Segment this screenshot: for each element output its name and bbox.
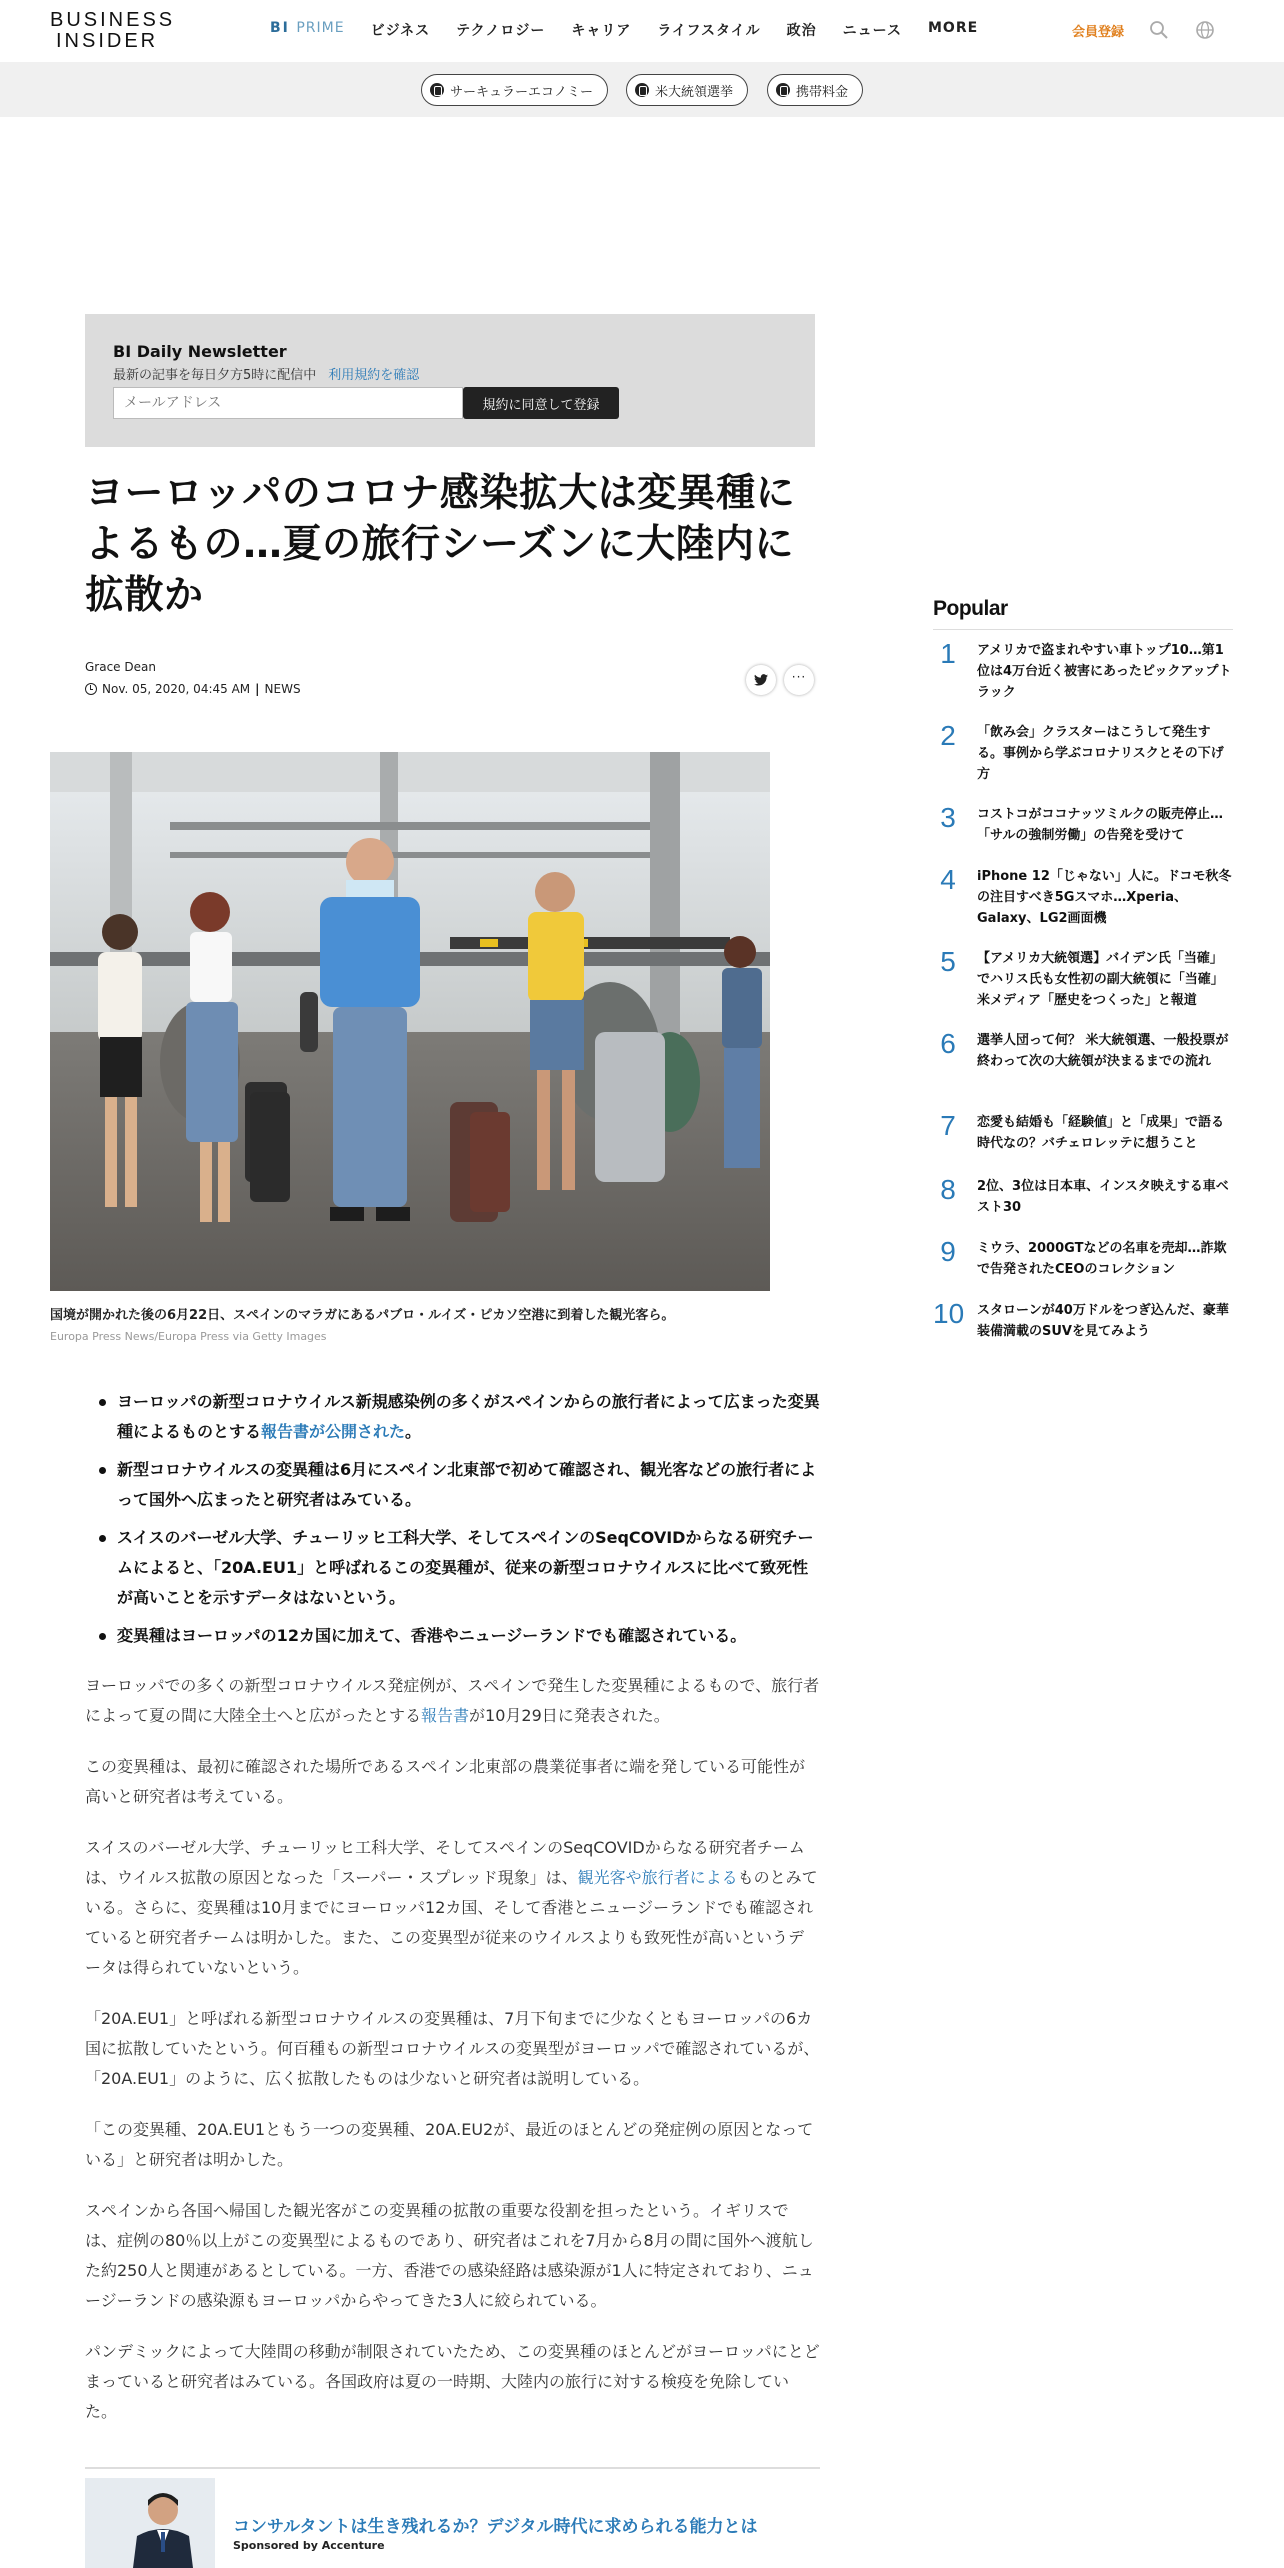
topic-pill-us-election[interactable] — [626, 74, 748, 106]
key-point-text-end: 。 — [405, 1422, 422, 1441]
image-caption: 国境が開かれた後の6月22日、スペインのマラガにあるパブロ・ルイズ・ピカソ空港に到着した観光客ら。 — [50, 1308, 675, 1323]
popular-item[interactable] — [933, 794, 1233, 856]
nav-item-news[interactable]: ニュース — [842, 23, 902, 39]
article-dateline — [85, 682, 301, 696]
popular-headline: 恋愛も結婚も「経験値」と「成果」で語る時代なの？バチェロレッテに想うこと — [977, 1115, 1225, 1151]
sponsored-image[interactable] — [85, 2478, 215, 2568]
key-point-text: ヨーロッパの新型コロナウイルス新規感染例の多くがスペインからの旅行者によって広まった変異種によるものとする — [117, 1392, 820, 1441]
paragraph: スペインから各国へ帰国した観光客がこの変異種の拡散の重要な役割を担ったという。イギリスでは、症例の80％以上がこの変異型によるものであり、研究者はこれを7月から8月の間に国外へ渡航した約250人と関連があるとしている。一方、香港での感染経路は感染源が1人に特定されており、ニュージーランドの感染源もヨーロッパからやってきた3人に絞られている。 — [85, 2201, 814, 2310]
businessman-illustration — [85, 2478, 215, 2568]
paragraph: 「この変異種、20A.EU1ともう一つの変異種、20A.EU2が、最近のほとんどの発症例の原因となっている」と研究者は明かした。 — [85, 2120, 814, 2169]
popular-item[interactable] — [933, 856, 1233, 938]
popular-item[interactable] — [933, 938, 1233, 1020]
popular-item[interactable] — [933, 712, 1233, 794]
popular-rank: 5 — [940, 946, 956, 977]
article-category[interactable]: NEWS — [264, 682, 301, 696]
ellipsis-icon: ··· — [791, 670, 807, 684]
popular-rank: 8 — [940, 1174, 956, 1205]
separator: | — [255, 682, 260, 696]
paragraph — [85, 1671, 820, 1731]
tag-icon — [776, 83, 790, 97]
popular-title: Popular — [933, 597, 1233, 630]
nav-item-career[interactable]: キャリア — [571, 23, 632, 39]
key-points-list — [85, 1387, 820, 1659]
terms-link[interactable]: 利用規約を確認 — [328, 368, 420, 383]
image-credit: Europa Press News/Europa Press via Getty Images — [50, 1330, 327, 1343]
tag-icon — [430, 83, 444, 97]
popular-item[interactable] — [933, 630, 1233, 712]
popular-item[interactable] — [933, 1020, 1233, 1102]
popular-item[interactable] — [933, 1166, 1233, 1228]
sponsored-divider — [85, 2467, 820, 2469]
email-field[interactable] — [113, 387, 463, 419]
popular-headline: コストコがココナッツミルクの販売停止…「サルの強制労働」の告発を受けて — [977, 807, 1223, 843]
newsletter-signup-box — [85, 314, 815, 447]
airport-travelers-illustration — [50, 752, 770, 1291]
popular-headline: 【アメリカ大統領選】バイデン氏「当確」でハリス氏も女性初の副大統領に「当確」 米メディア「歴史をつくった」と報道 — [977, 951, 1224, 1008]
topic-pill-mobile-fees[interactable] — [767, 74, 863, 106]
paragraph-text: スイスのバーゼル大学、チューリッヒ工科大学、そしてスペインのSeqCOVIDからなる研究者チームは、ウイルス拡散の原因となった「スーパー・スプレッド現象」は、 — [85, 1838, 805, 1887]
search-icon[interactable] — [1149, 20, 1169, 40]
key-point — [85, 1387, 820, 1447]
topic-label: 携帯料金 — [796, 84, 849, 100]
popular-item[interactable] — [933, 1290, 1233, 1352]
popular-headline: ミウラ、2000GTなどの名車を売却…詐欺で告発されたCEOのコレクション — [977, 1241, 1227, 1277]
popular-headline: 2位、3位は日本車、インスタ映えする車ベスト30 — [977, 1179, 1229, 1215]
globe-icon[interactable] — [1195, 20, 1215, 40]
popular-headline: アメリカで盗まれやすい車トップ10…第1位は4万台近く被害にあったピックアップトラック — [977, 643, 1232, 700]
signup-link[interactable]: 会員登録 — [1072, 25, 1125, 40]
main-nav — [270, 20, 978, 40]
paragraph-text-end: が10月29日に発表された。 — [469, 1706, 670, 1725]
nav-item-politics[interactable]: 政治 — [786, 23, 817, 39]
sponsored-by: Sponsored by Accenture — [233, 2539, 385, 2552]
paragraph-text-end: ものとみている。さらに、変異種は10月までにヨーロッパ12カ国、そして香港とニュージーランドでも確認されていると研究者チームは明かした。また、この変異型が従来のウイルスよりも致死性が高いというデータは得られていないという。 — [85, 1868, 818, 1977]
sponsored-title[interactable]: コンサルタントは生き残れるか？デジタル時代に求められる能力とは — [233, 2517, 758, 2537]
popular-headline: 選挙人団って何？ 米大統領選、一般投票が終わって次の大統領が決まるまでの流れ — [977, 1033, 1229, 1069]
popular-rank: 3 — [940, 802, 956, 833]
top-navigation — [0, 0, 1284, 62]
topic-label: 米大統領選挙 — [655, 84, 734, 100]
report-link[interactable]: 報告書 — [421, 1706, 470, 1725]
paragraph: パンデミックによって大陸間の移動が制限されていたため、この変異種のほとんどがヨーロッパにとどまっていると研究者はみている。各国政府は夏の一時期、大陸内の旅行に対する検疫を免除していた。 — [85, 2342, 820, 2421]
paragraph-text: ヨーロッパでの多くの新型コロナウイルス発症例が、スペインで発生した変異種によるもので、旅行者によって夏の間に大陸全土へと広がったとする — [85, 1676, 820, 1725]
popular-item[interactable] — [933, 1228, 1233, 1290]
popular-rank: 6 — [940, 1028, 956, 1059]
topic-label: サーキュラーエコノミー — [450, 84, 594, 100]
nav-item-bi-prime[interactable] — [270, 20, 345, 40]
tag-icon — [635, 83, 649, 97]
popular-headline: 「飲み会」クラスターはこうして発生する。事例から学ぶコロナリスクとその下げ方 — [977, 725, 1224, 782]
article-date: Nov. 05, 2020, 04:45 AM — [102, 682, 251, 696]
popular-headline: スタローンが40万ドルをつぎ込んだ、豪華装備満載のSUVを見てみよう — [977, 1303, 1229, 1339]
popular-rank: 1 — [940, 638, 956, 669]
paragraph — [85, 1833, 820, 1983]
logo-line-1: BUSINESS — [50, 9, 176, 31]
article-hero-image — [50, 752, 770, 1291]
bi-prime-bi: BI — [270, 20, 290, 36]
topic-pill-circular-economy[interactable] — [421, 74, 608, 106]
logo-line-2: INSIDER — [56, 30, 159, 52]
nav-item-more[interactable]: MORE — [927, 20, 979, 36]
key-point: 新型コロナウイルスの変異種は6月にスペイン北東部で初めて確認され、観光客などの旅行者によって国外へ広まったと研究者はみている。 — [85, 1455, 820, 1515]
bi-prime-word: PRIME — [296, 20, 345, 36]
newsletter-subtitle-text: 最新の記事を毎日夕方5時に配信中 — [113, 368, 317, 383]
site-logo[interactable] — [50, 10, 175, 52]
clock-icon — [85, 683, 97, 695]
key-point: 変異種はヨーロッパの12カ国に加えて、香港やニュージーランドでも確認されている。 — [85, 1621, 820, 1651]
nav-item-business[interactable]: ビジネス — [370, 23, 431, 39]
paragraph: この変異種は、最初に確認された場所であるスペイン北東部の農業従事者に端を発している可能性が高いと研究者は考えている。 — [85, 1757, 806, 1806]
nav-item-technology[interactable]: テクノロジー — [456, 23, 546, 39]
nav-item-lifestyle[interactable]: ライフスタイル — [657, 23, 761, 39]
popular-rank: 9 — [940, 1236, 956, 1267]
article-body — [85, 1671, 820, 2448]
article-author[interactable]: Grace Dean — [85, 660, 156, 674]
topic-bar — [0, 62, 1284, 117]
subscribe-button[interactable]: 規約に同意して登録 — [463, 387, 619, 419]
popular-rank: 7 — [940, 1110, 956, 1141]
popular-rank: 4 — [940, 864, 956, 895]
tourists-link[interactable]: 観光客や旅行者による — [577, 1868, 738, 1887]
report-link[interactable]: 報告書が公開された — [261, 1422, 406, 1441]
more-share-button[interactable] — [784, 665, 814, 695]
twitter-icon — [754, 674, 768, 686]
article-headline: ヨーロッパのコロナ感染拡大は変異種によるもの…夏の旅行シーズンに大陸内に拡散か — [85, 471, 796, 618]
popular-rank: 2 — [940, 720, 956, 751]
twitter-share-button[interactable] — [746, 665, 776, 695]
newsletter-subtitle — [113, 364, 419, 383]
popular-headline: iPhone 12「じゃない」人に。ドコモ秋冬の注目すべき5Gスマホ…Xperia、Galaxy、LG2画面機 — [977, 869, 1232, 926]
popular-item[interactable] — [933, 1102, 1233, 1166]
newsletter-title: BI Daily Newsletter — [113, 342, 287, 361]
paragraph: 「20A.EU1」と呼ばれる新型コロナウイルスの変異種は、7月下旬までに少なくともヨーロッパの6カ国に拡散していたという。何百種もの新型コロナウイルスの変異型がヨーロッパで確認されているが、「20A.EU1」のように、広く拡散したものは少ないと研究者は説明している。 — [85, 2009, 820, 2088]
popular-sidebar — [933, 597, 1233, 1352]
popular-rank: 10 — [933, 1298, 965, 1329]
key-point: スイスのバーゼル大学、チューリッヒ工科大学、そしてスペインのSeqCOVIDからなる研究チームによると、「20A.EU1」と呼ばれるこの変異種が、従来の新型コロナウイルスに比べて致死性が高いことを示すデータはないという。 — [85, 1523, 820, 1613]
